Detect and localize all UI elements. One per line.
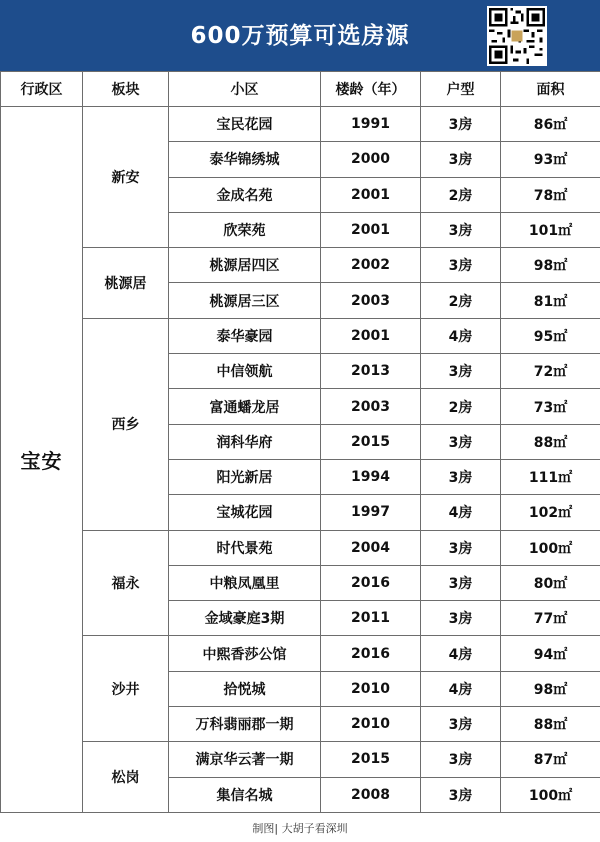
community-cell: 满京华云著一期 <box>169 742 321 777</box>
area-cell: 80㎡ <box>501 565 600 600</box>
layout-cell: 2房 <box>421 389 501 424</box>
community-cell: 中信领航 <box>169 354 321 389</box>
layout-cell: 3房 <box>421 107 501 142</box>
layout-cell: 3房 <box>421 742 501 777</box>
building-age-cell: 2010 <box>321 671 421 706</box>
building-age-cell: 1991 <box>321 107 421 142</box>
building-age-cell: 2000 <box>321 142 421 177</box>
area-cell: 88㎡ <box>501 424 600 459</box>
layout-cell: 3房 <box>421 707 501 742</box>
footer-credit: 制图| 大胡子看深圳 <box>252 822 348 835</box>
area-cell: 98㎡ <box>501 671 600 706</box>
area-cell: 81㎡ <box>501 283 600 318</box>
layout-cell: 3房 <box>421 601 501 636</box>
layout-cell: 2房 <box>421 283 501 318</box>
building-age-cell: 2011 <box>321 601 421 636</box>
area-cell: 78㎡ <box>501 177 600 212</box>
community-cell: 桃源居三区 <box>169 283 321 318</box>
area-cell: 86㎡ <box>501 107 600 142</box>
area-cell: 95㎡ <box>501 318 600 353</box>
building-age-cell: 2015 <box>321 424 421 459</box>
layout-cell: 3房 <box>421 212 501 247</box>
community-cell: 集信名城 <box>169 777 321 812</box>
building-age-cell: 2004 <box>321 530 421 565</box>
community-cell: 桃源居四区 <box>169 248 321 283</box>
area-cell: 73㎡ <box>501 389 600 424</box>
layout-cell: 3房 <box>421 424 501 459</box>
area-cell: 100㎡ <box>501 530 600 565</box>
community-cell: 金域豪庭3期 <box>169 601 321 636</box>
header-community: 小区 <box>169 72 321 107</box>
layout-cell: 3房 <box>421 565 501 600</box>
building-age-cell: 2016 <box>321 636 421 671</box>
layout-cell: 4房 <box>421 636 501 671</box>
header-district: 行政区 <box>1 72 83 107</box>
community-cell: 拾悦城 <box>169 671 321 706</box>
district-cell: 宝安 <box>1 107 83 813</box>
block-cell: 西乡 <box>83 318 169 530</box>
building-age-cell: 1997 <box>321 495 421 530</box>
header-layout: 户型 <box>421 72 501 107</box>
area-cell: 111㎡ <box>501 459 600 494</box>
area-cell: 93㎡ <box>501 142 600 177</box>
layout-cell: 2房 <box>421 177 501 212</box>
building-age-cell: 2010 <box>321 707 421 742</box>
layout-cell: 4房 <box>421 495 501 530</box>
building-age-cell: 2001 <box>321 177 421 212</box>
table-row <box>1 530 600 565</box>
community-cell: 泰华豪园 <box>169 318 321 353</box>
block-cell: 松岗 <box>83 742 169 813</box>
layout-cell: 3房 <box>421 530 501 565</box>
area-cell: 101㎡ <box>501 212 600 247</box>
layout-cell: 4房 <box>421 318 501 353</box>
table-body <box>1 107 600 813</box>
area-cell: 87㎡ <box>501 742 600 777</box>
layout-cell: 4房 <box>421 671 501 706</box>
table-row <box>1 248 600 283</box>
header-building-age: 楼龄（年） <box>321 72 421 107</box>
table-row <box>1 318 600 353</box>
page-title: 600万预算可选房源 <box>190 23 410 49</box>
community-cell: 富通蟠龙居 <box>169 389 321 424</box>
community-cell: 阳光新居 <box>169 459 321 494</box>
building-age-cell: 2016 <box>321 565 421 600</box>
building-age-cell: 2015 <box>321 742 421 777</box>
layout-cell: 3房 <box>421 777 501 812</box>
area-cell: 100㎡ <box>501 777 600 812</box>
community-cell: 宝城花园 <box>169 495 321 530</box>
table-header-row <box>1 72 600 107</box>
area-cell: 72㎡ <box>501 354 600 389</box>
building-age-cell: 2013 <box>321 354 421 389</box>
area-cell: 88㎡ <box>501 707 600 742</box>
qr-code-icon <box>487 6 547 66</box>
community-cell: 万科翡丽郡一期 <box>169 707 321 742</box>
building-age-cell: 2001 <box>321 318 421 353</box>
layout-cell: 3房 <box>421 248 501 283</box>
area-cell: 94㎡ <box>501 636 600 671</box>
layout-cell: 3房 <box>421 142 501 177</box>
table-row <box>1 636 600 671</box>
table-row <box>1 742 600 777</box>
community-cell: 中粮凤凰里 <box>169 565 321 600</box>
area-cell: 102㎡ <box>501 495 600 530</box>
title-banner <box>0 0 600 71</box>
area-cell: 98㎡ <box>501 248 600 283</box>
header-block: 板块 <box>83 72 169 107</box>
layout-cell: 3房 <box>421 354 501 389</box>
building-age-cell: 1994 <box>321 459 421 494</box>
community-cell: 金成名苑 <box>169 177 321 212</box>
community-cell: 润科华府 <box>169 424 321 459</box>
block-cell: 福永 <box>83 530 169 636</box>
community-cell: 中熙香莎公馆 <box>169 636 321 671</box>
header-area: 面积 <box>501 72 600 107</box>
community-cell: 泰华锦绣城 <box>169 142 321 177</box>
community-cell: 宝民花园 <box>169 107 321 142</box>
area-cell: 77㎡ <box>501 601 600 636</box>
block-cell: 新安 <box>83 107 169 248</box>
housing-table <box>0 71 600 813</box>
building-age-cell: 2003 <box>321 389 421 424</box>
block-cell: 沙井 <box>83 636 169 742</box>
building-age-cell: 2001 <box>321 212 421 247</box>
layout-cell: 3房 <box>421 459 501 494</box>
building-age-cell: 2003 <box>321 283 421 318</box>
community-cell: 欣荣苑 <box>169 212 321 247</box>
block-cell: 桃源居 <box>83 248 169 319</box>
community-cell: 时代景苑 <box>169 530 321 565</box>
table-row <box>1 107 600 142</box>
building-age-cell: 2002 <box>321 248 421 283</box>
building-age-cell: 2008 <box>321 777 421 812</box>
